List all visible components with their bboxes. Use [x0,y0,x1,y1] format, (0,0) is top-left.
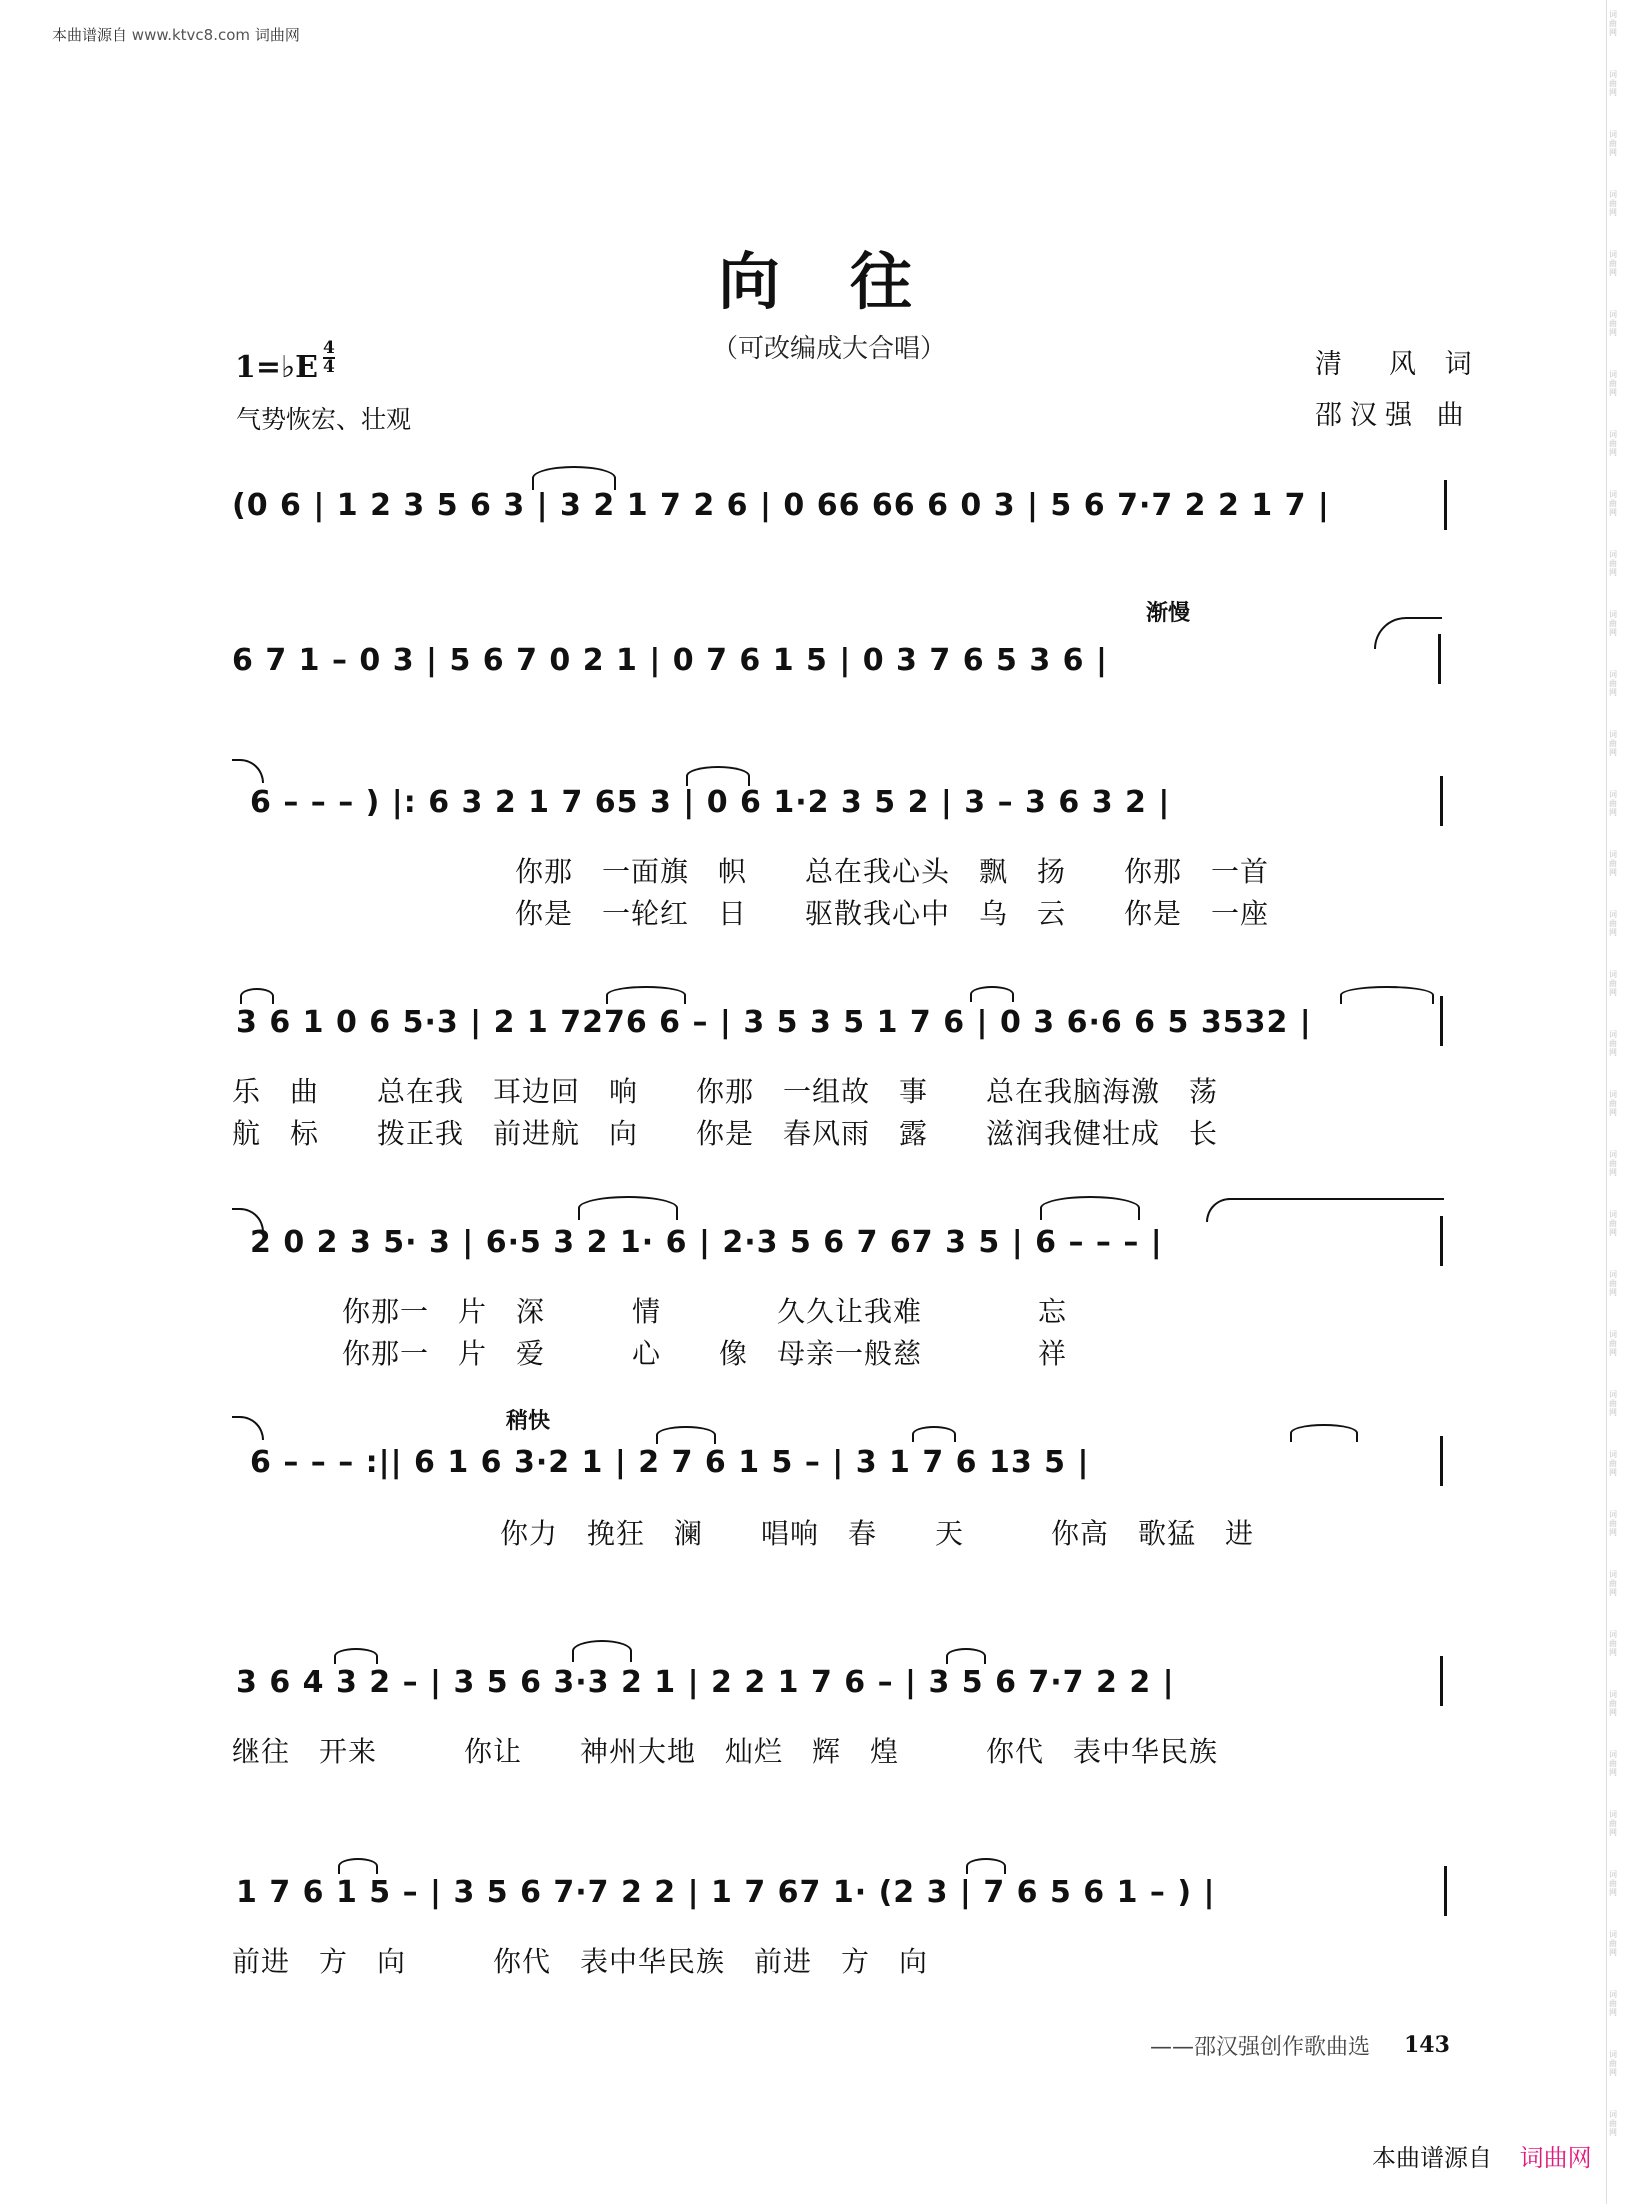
barline [1440,1216,1443,1266]
slur [1040,1196,1140,1220]
slur [1206,1198,1444,1222]
slur [912,1426,956,1442]
watermark-text: 词 曲 网 [1609,130,1617,157]
watermark-text: 词 曲 网 [1609,1210,1617,1237]
barline [1440,776,1443,826]
lyricist-credit: 清 风 词 [1315,349,1482,380]
meter-bottom: 4 [323,357,335,377]
slur [1340,986,1434,1004]
site-header [52,24,300,45]
lyrics-verse-1-line-4: 乐 曲 总在我 耳边回 响 你那 一组故 事 总在我脑海激 荡 [232,1075,1219,1108]
watermark-text: 词 曲 网 [1609,1090,1617,1117]
watermark-text: 词 曲 网 [1609,2050,1617,2077]
lyrics-line-6: 你力 挽狂 澜 唱响 春 天 你高 歌猛 进 [500,1517,1255,1550]
notation-system-6: 6 – – – :|| 6 1 6 3·2 1 | 2 7 6 1 5 – | 3 1 7 6 13 5 | [250,1445,1090,1480]
lyrics-verse-2-line-5: 你那一 片 爱 心 像 母亲一般慈 祥 [342,1337,1068,1370]
watermark-text: 词 曲 网 [1609,190,1617,217]
slur [232,759,264,783]
barline [1440,996,1443,1046]
song-subtitle: （可改编成大合唱） [712,334,947,364]
brand-label: 本曲谱源自 [1372,2144,1492,2172]
notation-system-8: 1 7 6 1 5 – | 3 5 6 7·7 2 2 | 1 7 67 1· (2 3 | 7 6 5 6 1 – ) | [236,1875,1216,1910]
brand-site-link[interactable]: 词曲网 [1519,2144,1592,2172]
watermark-text: 词 曲 网 [1609,1150,1617,1177]
watermark-text: 词 曲 网 [1609,310,1617,337]
lyrics-verse-1-line-3: 你那 一面旗 帜 总在我心头 飘 扬 你那 一首 [515,855,1270,888]
lyrics-verse-2-line-3: 你是 一轮红 日 驱散我心中 乌 云 你是 一座 [515,897,1270,930]
page-number: 143 [1404,2032,1450,2058]
notation-system-5: 2 0 2 3 5· 3 | 6·5 3 2 1· 6 | 2·3 5 6 7 67 3 5 | 6 – – – | [250,1225,1163,1260]
notation-system-3: 6 – – – ) |: 6 3 2 1 7 65 3 | 0 6 1·2 3 5 2 | 3 – 3 6 3 2 | [250,785,1171,820]
slur [656,1426,716,1444]
slur [578,1196,678,1220]
lyrics-verse-1-line-5: 你那一 片 深 情 久久让我难 忘 [342,1295,1068,1328]
slur [686,766,750,786]
slur [946,1648,986,1664]
key-signature: 1=♭E [235,350,319,385]
watermark-text: 词 曲 网 [1609,10,1617,37]
watermark-text: 词 曲 网 [1609,1330,1617,1357]
slur [240,988,274,1004]
notation-system-1: (0 6 | 1 2 3 5 6 3 | 3 2 1 7 2 6 | 0 66 66 6 0 3 | 5 6 7·7 2 2 1 7 | [232,488,1330,523]
slur [532,466,616,490]
watermark-text: 词 曲 网 [1609,610,1617,637]
song-title: 向往 [718,245,983,318]
barline [1444,1866,1447,1916]
tempo-mark-faster: 稍快 [506,1409,551,1434]
lyrics-line-7: 继往 开来 你让 神州大地 灿烂 辉 煌 你代 表中华民族 [232,1735,1219,1768]
composer-credit: 邵汉强 曲 [1315,400,1472,431]
watermark-text: 词 曲 网 [1609,970,1617,997]
tempo-mark-ritardando: 渐慢 [1146,601,1191,626]
slur [232,1416,264,1440]
book-title-footer: ——邵汉强创作歌曲选 [1150,2035,1371,2060]
watermark-text: 词 曲 网 [1609,1510,1617,1537]
watermark-text: 词 曲 网 [1609,70,1617,97]
watermark-text: 词 曲 网 [1609,850,1617,877]
watermark-text: 词 曲 网 [1609,1450,1617,1477]
watermark-text: 词 曲 网 [1609,550,1617,577]
slur [970,986,1014,1002]
notation-system-7: 3 6 4 3 2 – | 3 5 6 3·3 2 1 | 2 2 1 7 6 – | 3 5 6 7·7 2 2 | [236,1665,1175,1700]
slur [338,1858,378,1874]
lyrics-line-8: 前进 方 向 你代 表中华民族 前进 方 向 [232,1945,929,1978]
notation-system-2: 6 7 1 – 0 3 | 5 6 7 0 2 1 | 0 7 6 1 5 | 0 3 7 6 5 3 6 | [232,643,1108,678]
watermark-text: 词 曲 网 [1609,1750,1617,1777]
watermark-text: 词 曲 网 [1609,1990,1617,2017]
slur [1290,1424,1358,1442]
watermark-text: 词 曲 网 [1609,670,1617,697]
watermark-text: 词 曲 网 [1609,250,1617,277]
watermark-text: 词 曲 网 [1609,730,1617,757]
watermark-text: 词 曲 网 [1609,1390,1617,1417]
slur [572,1640,632,1662]
slur [1374,617,1442,649]
lyrics-verse-2-line-4: 航 标 拨正我 前进航 向 你是 春风雨 露 滋润我健壮成 长 [232,1117,1219,1150]
barline [1438,634,1441,684]
site-header-url[interactable]: www.ktvc8.com [131,26,251,44]
watermark-text: 词 曲 网 [1609,1870,1617,1897]
watermark-text: 词 曲 网 [1609,1810,1617,1837]
barline [1440,1656,1443,1706]
expression-mark: 气势恢宏、壮观 [236,405,412,434]
meter-top: 4 [323,338,335,358]
slur [606,986,686,1004]
slur [966,1858,1006,1874]
watermark-text: 词 曲 网 [1609,790,1617,817]
watermark-text: 词 曲 网 [1609,1270,1617,1297]
watermark-text: 词 曲 网 [1609,370,1617,397]
watermark-text: 词 曲 网 [1609,2110,1617,2137]
site-header-name[interactable]: 词曲网 [254,26,300,44]
time-signature [323,340,335,376]
watermark-strip [1606,0,1621,2204]
watermark-text: 词 曲 网 [1609,910,1617,937]
site-header-label: 本曲谱源自 [52,26,128,44]
watermark-text: 词 曲 网 [1609,430,1617,457]
watermark-text: 词 曲 网 [1609,490,1617,517]
watermark-text: 词 曲 网 [1609,1570,1617,1597]
barline [1440,1436,1443,1486]
watermark-text: 词 曲 网 [1609,1630,1617,1657]
slur [334,1648,378,1664]
watermark-text: 词 曲 网 [1609,1690,1617,1717]
barline [1444,480,1447,530]
brand-footer [1372,2138,1592,2173]
watermark-text: 词 曲 网 [1609,1030,1617,1057]
notation-system-4: 3 6 1 0 6 5·3 | 2 1 7276 6 – | 3 5 3 5 1 7 6 | 0 3 6·6 6 5 3532 | [236,1005,1312,1040]
watermark-text: 词 曲 网 [1609,1930,1617,1957]
